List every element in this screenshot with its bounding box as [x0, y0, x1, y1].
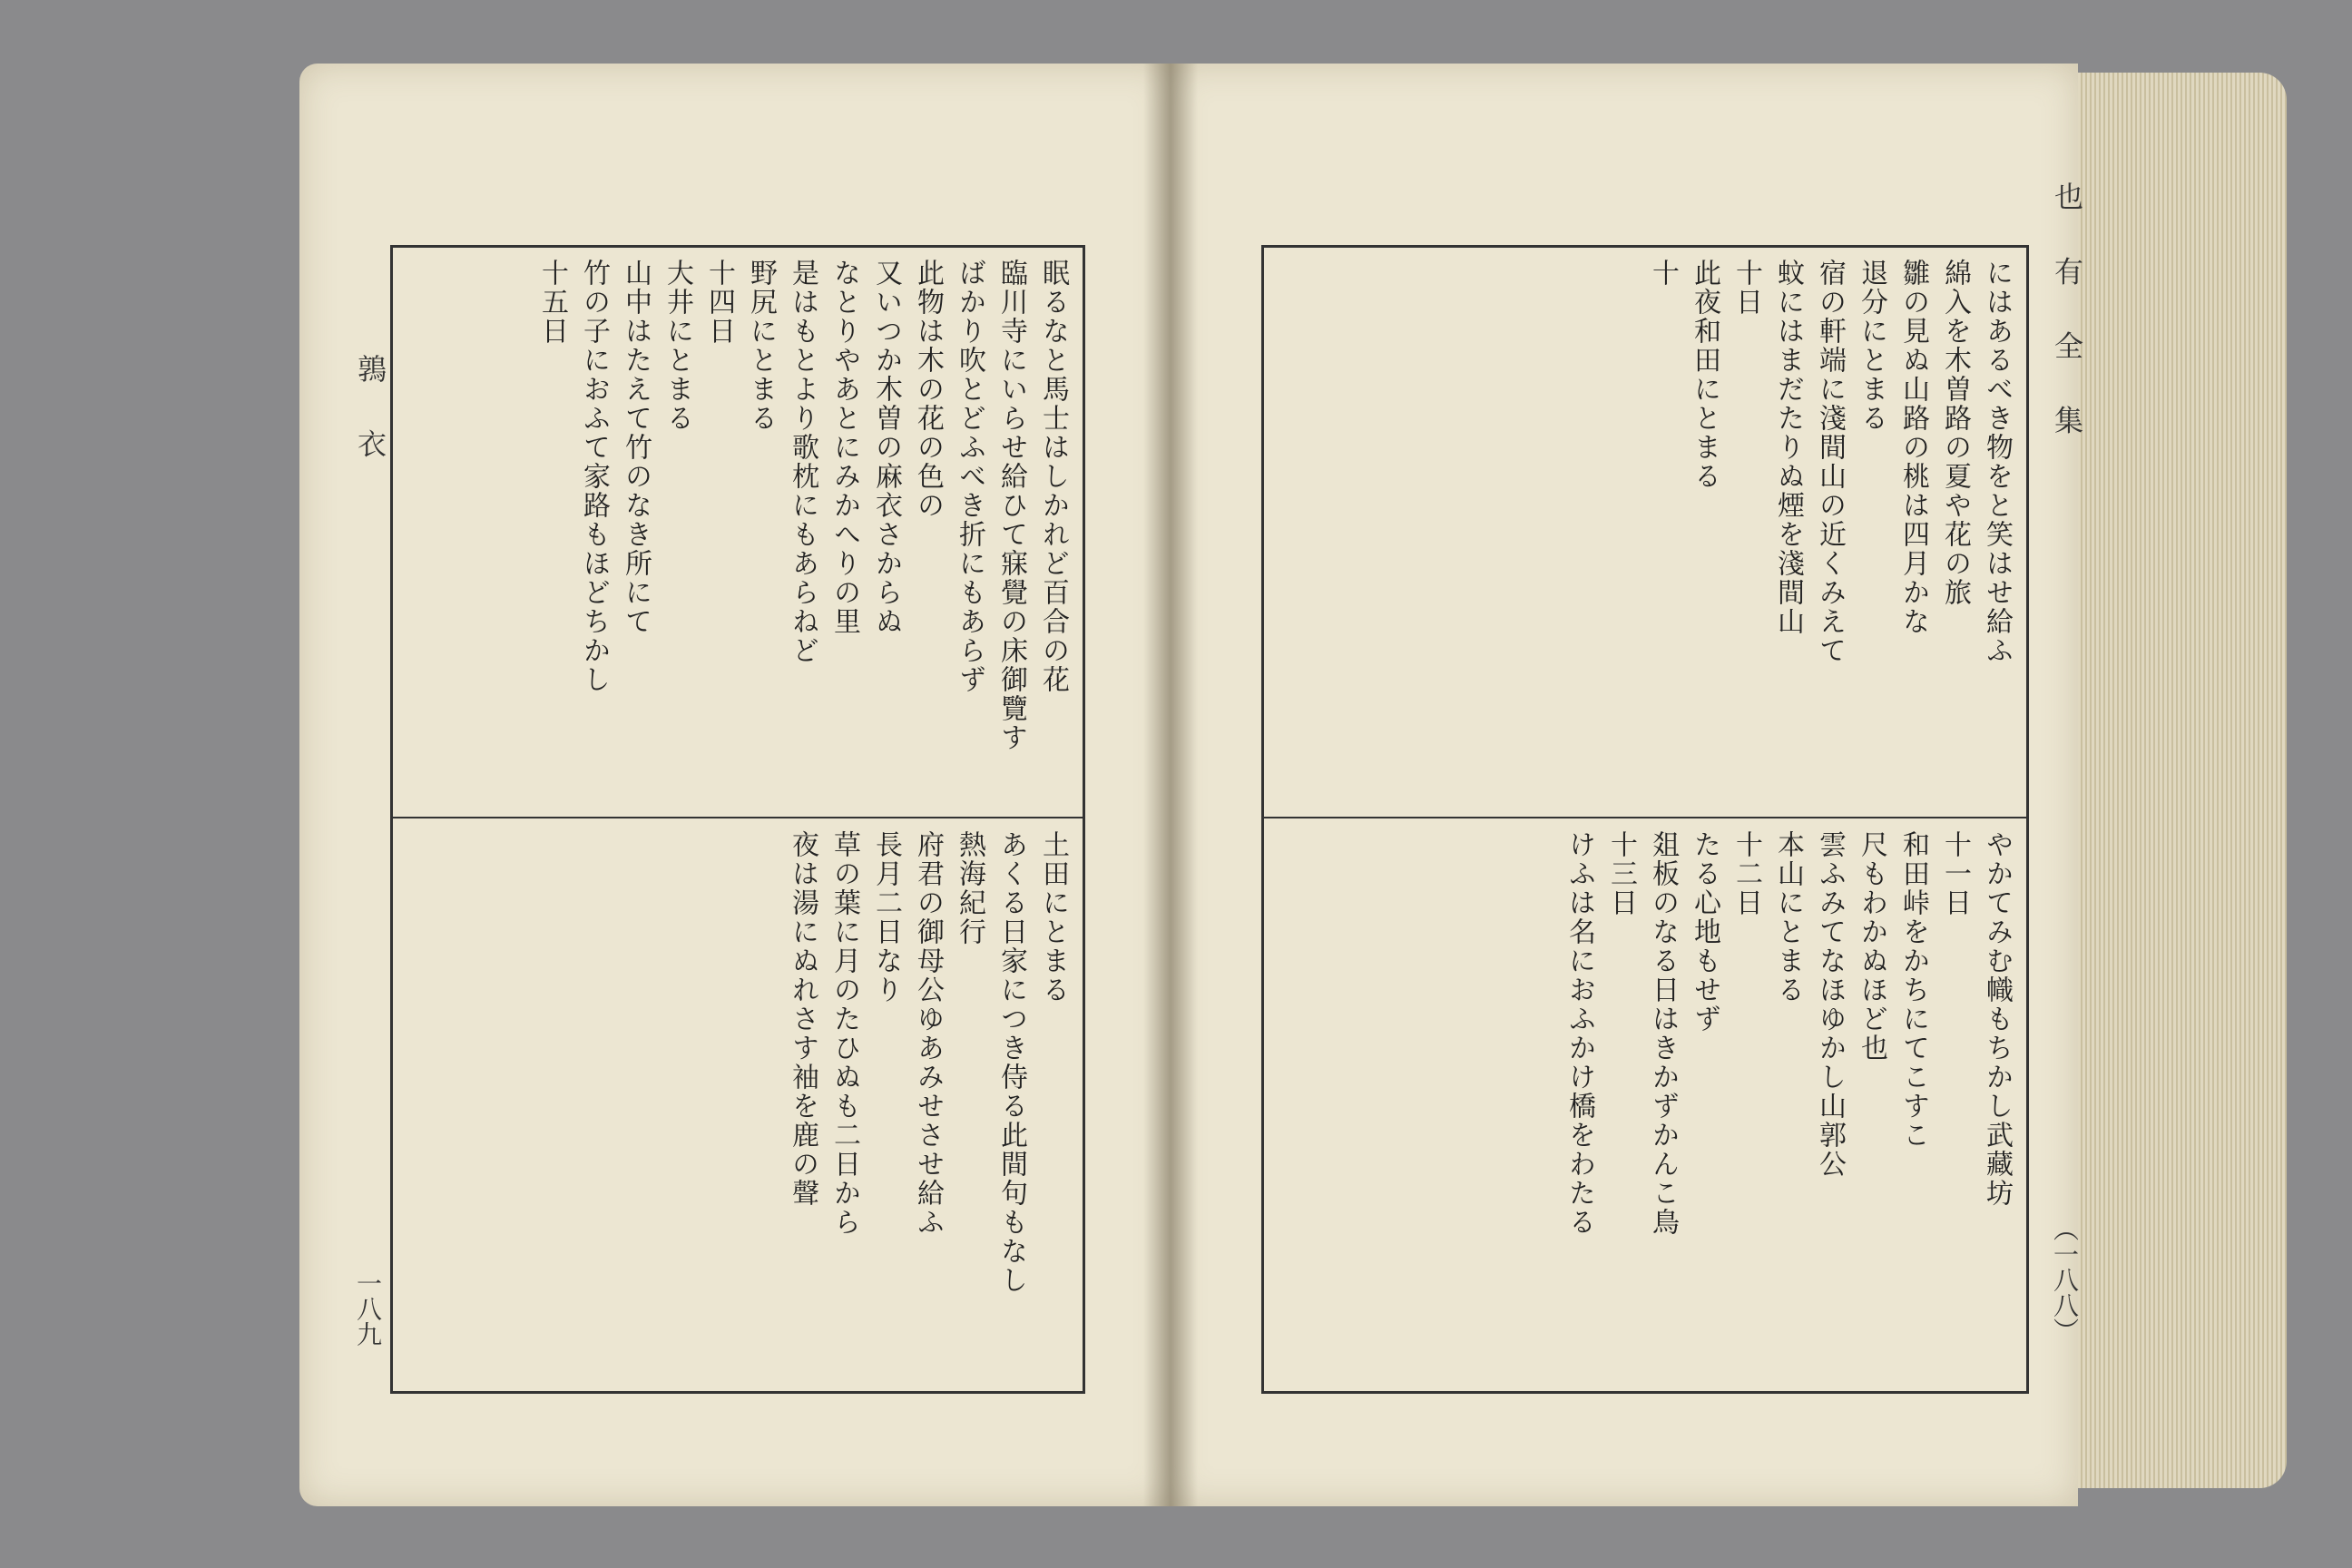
- text-column: 此物は木の花の色の: [912, 259, 944, 520]
- text-column: なとりやあとにみかへりの里: [828, 259, 860, 636]
- text-column: 雲ふみてなほゆかし山郭公: [1814, 830, 1846, 1179]
- text-column: 長月二日なり: [870, 830, 902, 1004]
- text-column: 熱海紀行: [954, 830, 985, 946]
- text-column: 臨川寺にいらせ給ひて寐覺の床御覽す: [995, 259, 1027, 752]
- text-column: 土田にとまる: [1037, 830, 1069, 1004]
- text-column: にはあるべき物をと笑はせ給ふ: [1981, 259, 2013, 665]
- book-gutter: [1143, 64, 1198, 1506]
- left-upper-text: [399, 259, 1071, 808]
- text-column: 和田峠をかちにてこすこ: [1897, 830, 1929, 1150]
- right-upper-text: [1270, 259, 2014, 808]
- text-column: 草の葉に月のたひぬも二日から: [828, 830, 860, 1237]
- text-column: 眠るなと馬士はしかれど百合の花: [1037, 259, 1069, 694]
- text-column: 十四日: [703, 259, 735, 346]
- text-column: 是はもとより歌枕にもあらねど: [787, 259, 818, 665]
- text-column: 十一日: [1939, 830, 1971, 917]
- text-column: 大井にとまる: [662, 259, 693, 433]
- left-divider: [390, 817, 1085, 818]
- text-column: 野尻にとまる: [745, 259, 777, 433]
- text-column: 十三日: [1605, 830, 1637, 917]
- text-column: 爼板のなる日はきかずかんこ鳥: [1647, 830, 1679, 1237]
- left-lower-text: [399, 830, 1071, 1379]
- text-column: 雛の見ぬ山路の桃は四月かな: [1897, 259, 1929, 636]
- open-book: [299, 64, 2332, 1506]
- text-column: 十五日: [536, 259, 568, 346]
- left-running-title: 鶉 衣: [353, 354, 387, 476]
- text-column: 退分にとまる: [1856, 259, 1887, 433]
- text-column: 十日: [1730, 259, 1762, 317]
- text-column: 府君の御母公ゆあみせさせ給ふ: [912, 830, 944, 1237]
- text-column: 夜は湯にぬれさす袖を鹿の聲: [787, 830, 818, 1208]
- right-page-number: （一八八）: [2050, 1216, 2080, 1343]
- text-column: 此夜和田にとまる: [1689, 259, 1720, 491]
- right-running-title: 也 有 全 集: [2050, 181, 2084, 453]
- text-column: 宿の軒端に淺間山の近くみえて: [1814, 259, 1846, 665]
- text-column: やかてみむ幟もちかし武藏坊: [1981, 830, 2013, 1208]
- right-divider: [1261, 817, 2029, 818]
- text-column: 本山にとまる: [1772, 830, 1804, 1004]
- right-lower-text: [1270, 830, 2014, 1379]
- text-column: 十: [1647, 259, 1679, 288]
- text-column: 綿入を木曽路の夏や花の旅: [1939, 259, 1971, 607]
- text-column: 蚊にはまだたりぬ煙を淺間山: [1772, 259, 1804, 636]
- text-column: ばかり吹とどふべき折にもあらず: [954, 259, 985, 694]
- page-edges: [2078, 73, 2287, 1488]
- text-column: 竹の子におふて家路もほどちかし: [578, 259, 610, 694]
- text-column: 又いつか木曽の麻衣さからぬ: [870, 259, 902, 636]
- text-column: 尺もわかぬほど也: [1856, 830, 1887, 1063]
- text-column: あくる日家につき侍る此間句もなし: [995, 830, 1027, 1295]
- text-column: 十二日: [1730, 830, 1762, 917]
- text-column: 山中はたえて竹のなき所にて: [620, 259, 652, 636]
- left-page-number: 一八九: [353, 1270, 383, 1347]
- text-column: たる心地もせず: [1689, 830, 1720, 1034]
- text-column: けふは名におふかけ橋をわたる: [1563, 830, 1595, 1237]
